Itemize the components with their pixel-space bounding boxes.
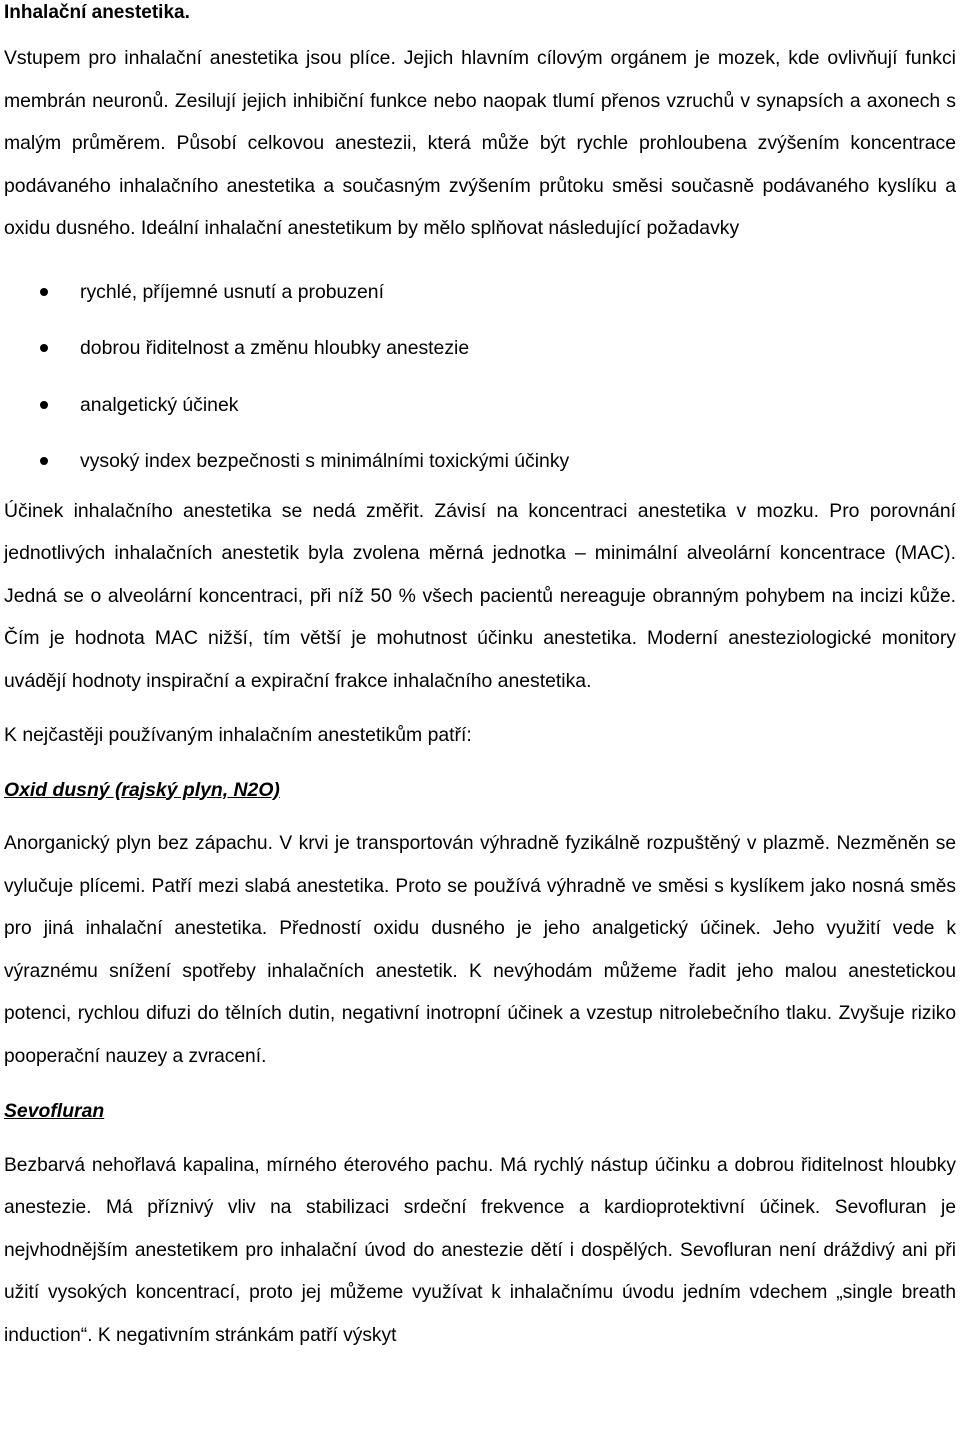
list-item bbox=[4, 264, 956, 321]
section-heading-sevoflurane: Sevofluran bbox=[4, 1100, 105, 1122]
bullet-icon bbox=[40, 457, 48, 465]
bullet-icon bbox=[40, 344, 48, 352]
list-item bbox=[4, 320, 956, 377]
list-item-text: vysoký index bezpečnosti s minimálními toxickými účinky bbox=[80, 450, 570, 472]
section-heading-nitrous-oxide: Oxid dusný (rajský plyn, N2O) bbox=[4, 778, 280, 801]
document-page bbox=[4, 0, 956, 1357]
document-title: Inhalační anestetika. bbox=[4, 2, 190, 23]
section-body-nitrous-oxide: Anorganický plyn bez zápachu. V krvi je transportován výhradně fyzikálně rozpuštěný v plazmě. Nezměněn se vylučuje plícemi. Patří mezi slabá anestetika. Proto se používá výhradně ve směsi s kyslíkem jako nosná směs pro jiná inhalační anestetika. Předností oxidu dusného je jeho analgetický účinek. Jeho využití vede k výraznému snížení spotřeby inhalačních anestetik. K nevýhodám můžeme řadit jeho malou anestetickou potenci, rychlou difuzi do tělních dutin, negativní inotropní účinek a vzestup nitrolebečního tlaku. Zvyšuje riziko pooperační nauzey a zvracení. bbox=[4, 833, 956, 1067]
list-item-text: dobrou řiditelnost a změnu hloubky anestezie bbox=[80, 337, 470, 359]
section-body-sevoflurane: Bezbarvá nehořlavá kapalina, mírného éterového pachu. Má rychlý nástup účinku a dobrou řiditelnost hloubky anestezie. Má příznivý vliv na stabilizaci srdeční frekvence a kardioprotektivní účinek. Sevofluran je nejvhodnějším anestetikem pro inhalační úvod do anestezie dětí i dospělých. Sevofluran není dráždivý ani při užití vysokých koncentrací, proto jej můžeme využívat k inhalačnímu úvodu jedním vdechem „single breath induction“. K negativním stránkám patří výskyt bbox=[4, 1154, 956, 1346]
list-item-text: rychlé, příjemné usnutí a probuzení bbox=[80, 280, 384, 303]
list-item bbox=[4, 377, 956, 434]
list-item-text: analgetický účinek bbox=[80, 393, 239, 416]
mac-paragraph: Účinek inhalačního anestetika se nedá změřit. Závisí na koncentraci anestetika v mozku. Pro porovnání jednotlivých inhalačních anestetik byla zvolena měrná jednotka – minimální alveolární koncentrace (MAC). Jedná se o alveolární koncentraci, při níž 50 % všech pacientů nereaguje obranným pohybem na incizi kůže. Čím je hodnota MAC nižší, tím větší je mohutnost účinku anestetika. Moderní anesteziologické monitory uvádějí hodnoty inspirační a expirační frakce inhalačního anestetika. bbox=[4, 499, 956, 692]
common-anesthetics-lead: K nejčastěji používaným inhalačním anestetikům patří: bbox=[4, 724, 472, 746]
requirements-list bbox=[4, 264, 956, 490]
bullet-icon bbox=[40, 288, 48, 296]
list-item bbox=[4, 433, 956, 490]
intro-paragraph: Vstupem pro inhalační anestetika jsou plíce. Jejich hlavním cílovým orgánem je mozek, kde ovlivňují funkci membrán neuronů. Zesilují jejich inhibiční funkce nebo naopak tlumí přenos vzruchů v synapsích a axonech s malým průměrem. Působí celkovou anestezii, která může být rychle prohloubena zvýšením koncentrace podávaného inhalačního anestetika a současným zvýšením průtoku směsi současně podávaného kyslíku a oxidu dusného. Ideální inhalační anestetikum by mělo splňovat následující požadavky bbox=[4, 47, 956, 239]
bullet-icon bbox=[40, 401, 48, 409]
